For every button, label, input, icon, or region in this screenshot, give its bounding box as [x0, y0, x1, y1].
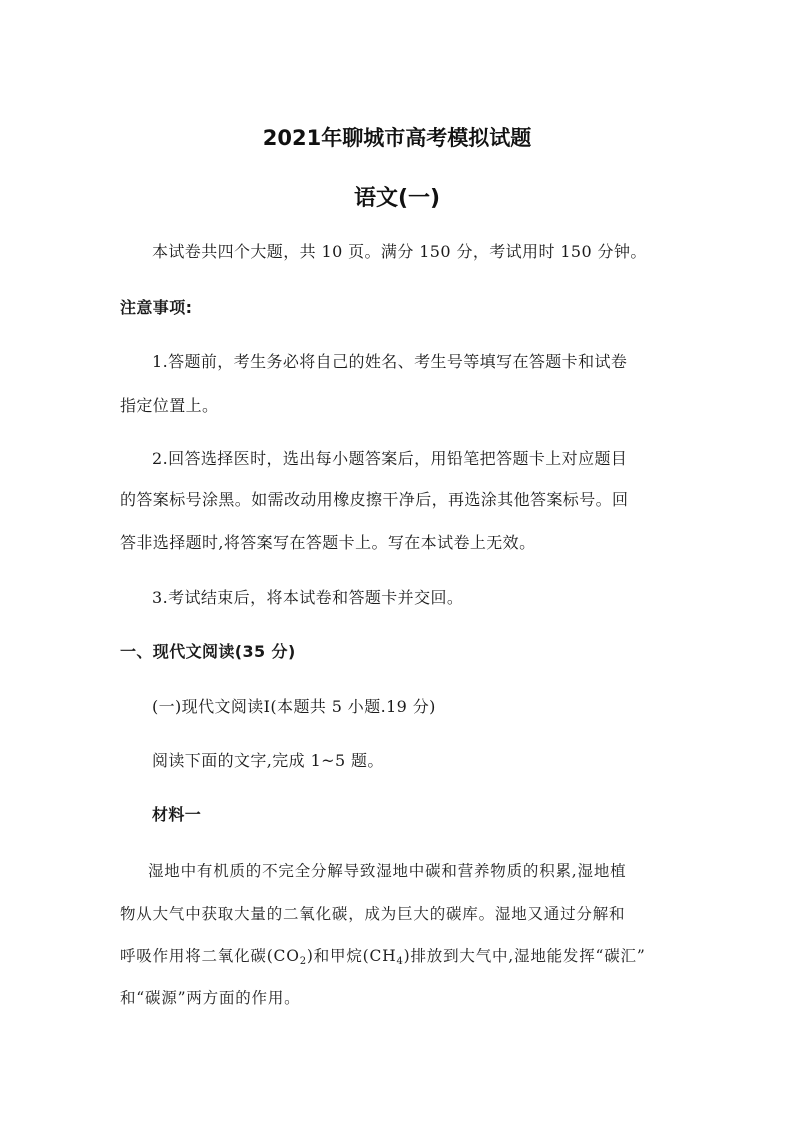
- passage-line-4: 和“碳源”两方面的作用。: [120, 989, 301, 1007]
- notice-heading: 注意事项:: [120, 298, 193, 317]
- notice-item-3-line-1: 3.考试结束后，将本试卷和答题卡并交回。: [152, 588, 464, 607]
- reading-instruction: 阅读下面的文字,完成 1~5 题。: [152, 751, 384, 770]
- passage-line-3-part-a: 呼吸作用将二氧化碳(CO: [120, 947, 300, 965]
- document-title: 2021年聊城市高考模拟试题: [262, 126, 532, 150]
- passage-line-3-part-c: )排放到大气中,湿地能发挥“碳汇”: [403, 947, 646, 965]
- section-1-heading: 一、现代文阅读(35 分): [120, 642, 296, 661]
- notice-item-2-line-2: 的答案标号涂黑。如需改动用橡皮擦干净后，再选涂其他答案标号。回: [120, 490, 629, 509]
- passage-line-3-part-b: )和甲烷(CH: [306, 947, 397, 965]
- notice-item-2-line-1: 2.回答选择医时，选出每小题答案后，用铅笔把答题卡上对应题目: [152, 449, 628, 468]
- material-label: 材料一: [152, 805, 202, 824]
- ch4-subscript: 4: [396, 956, 404, 967]
- notice-item-1-line-2: 指定位置上。: [120, 396, 219, 415]
- notice-item-2-line-3: 答非选择题时,将答案写在答题卡上。写在本试卷上无效。: [120, 533, 536, 552]
- passage-line-3: [120, 946, 646, 966]
- passage-line-2: 物从大气中获取大量的二氧化碳，成为巨大的碳库。湿地又通过分解和: [120, 905, 626, 923]
- document-subtitle: 语文(一): [353, 186, 441, 211]
- co2-subscript: 2: [299, 956, 307, 967]
- subsection-1-heading: (一)现代文阅读Ⅰ(本题共 5 小题.19 分): [152, 697, 436, 716]
- passage-line-1: 湿地中有机质的不完全分解导致湿地中碳和营养物质的积累,湿地植: [148, 862, 627, 880]
- notice-item-1-line-1: 1.答题前，考生务必将自己的姓名、考生号等填写在答题卡和试卷: [152, 352, 628, 371]
- exam-intro: 本试卷共四个大题，共 10 页。满分 150 分，考试用时 150 分钟。: [152, 242, 647, 261]
